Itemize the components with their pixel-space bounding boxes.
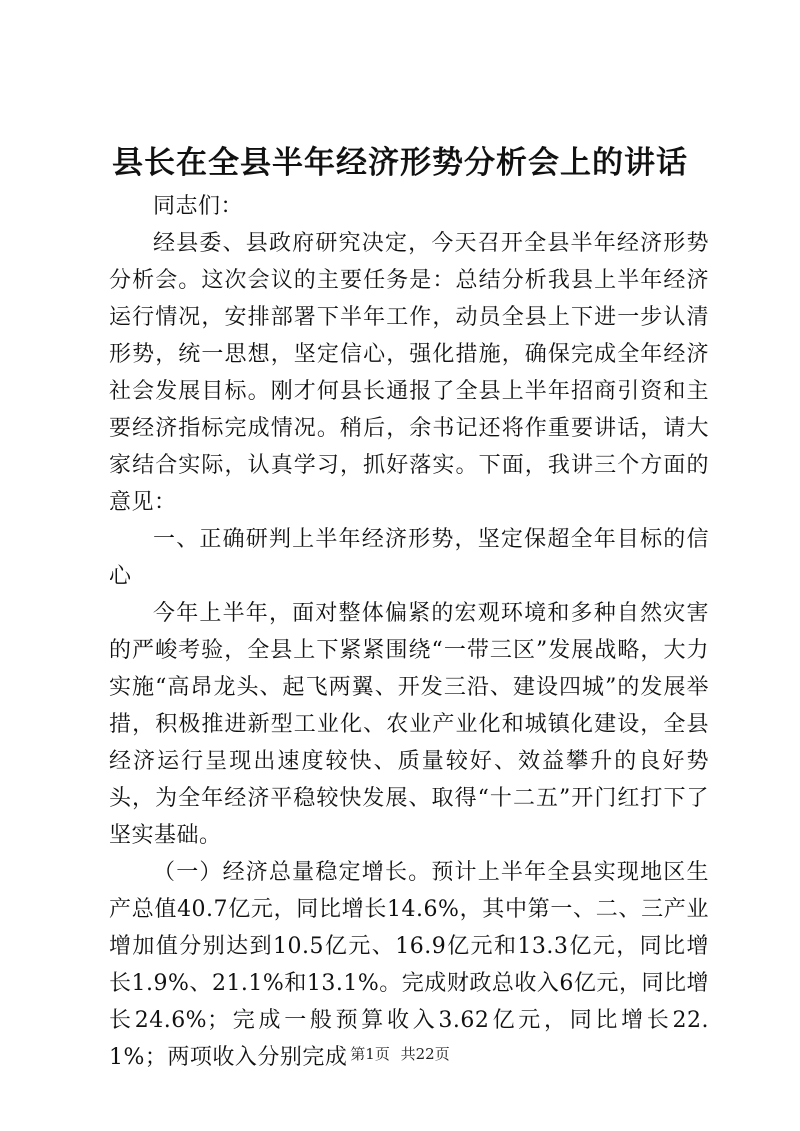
body-paragraph: （一）经济总量稳定增长。预计上半年全县实现地区生产总值40.7亿元，同比增长14.6%，其中第一、二、三产业增加值分别达到10.5亿元、16.9亿元和13.3亿元，同比增长1.9%、21.1%和13.1%。完成财政总收入6亿元，同比增长24.6%；完成一般预算收入3.62亿元，同比增长22.1%；两项收入分别完成	[109, 860, 709, 1070]
page-number: 第1页	[350, 1045, 390, 1063]
page-total: 共22页	[400, 1045, 450, 1063]
document-body	[109, 188, 709, 1076]
section-heading: 一、正确研判上半年经济形势，坚定保超全年目标的信心	[109, 527, 709, 589]
intro-paragraph: 经县委、县政府研究决定，今天召开全县半年经济形势分析会。这次会议的主要任务是：总结分析我县上半年经济运行情况，安排部署下半年工作，动员全县上下进一步认清形势，统一思想，坚定信心，强化措施，确保完成全年经济社会发展目标。刚才何县长通报了全县上半年招商引资和主要经济指标完成情况。稍后，余书记还将作重要讲话，请大家结合实际，认真学习，抓好落实。下面，我讲三个方面的意见：	[109, 231, 709, 515]
greeting-paragraph: 同志们：	[153, 194, 244, 219]
document-title: 县长在全县半年经济形势分析会上的讲话	[112, 145, 688, 181]
page-footer	[0, 1044, 800, 1064]
body-paragraph: 今年上半年，面对整体偏紧的宏观环境和多种自然灾害的严峻考验，全县上下紧紧围绕“一带三区”发展战略，大力实施“高昂龙头、起飞两翼、开发三沿、建设四城”的发展举措，积极推进新型工业化、农业产业化和城镇化建设，全县经济运行呈现出速度较快、质量较好、效益攀升的良好势头，为全年经济平稳较快发展、取得“十二五”开门红打下了坚实基础。	[109, 601, 709, 848]
